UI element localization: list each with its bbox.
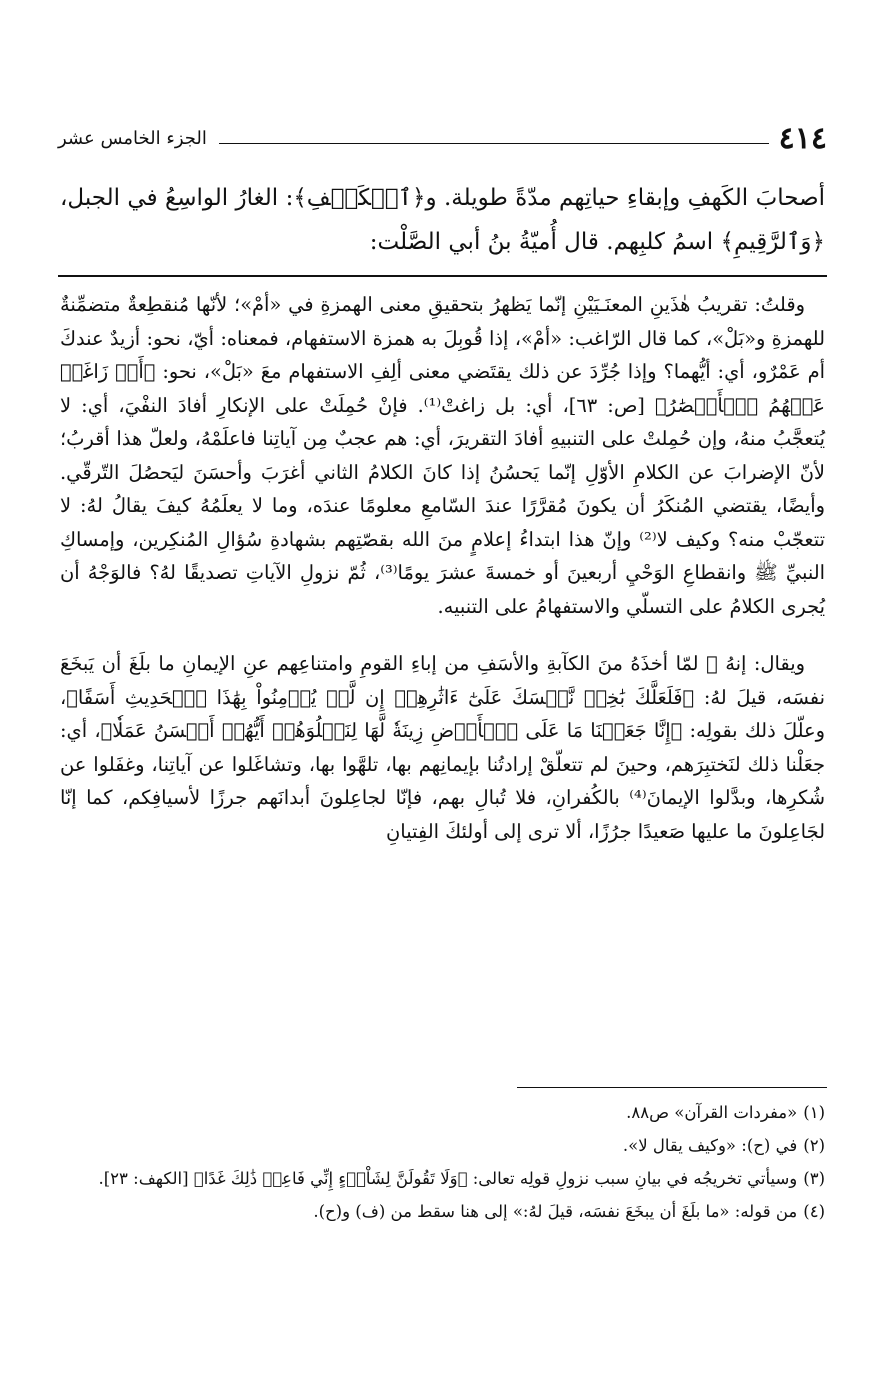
footnote-text: «مفردات القرآن» ص٨٨. bbox=[626, 1103, 798, 1122]
footnote-mark: (١) bbox=[803, 1103, 825, 1122]
header-rule bbox=[219, 143, 769, 144]
paragraph: وقلتُ: تقريبُ هٰذَينِ المعنَـيَيْنِ إنّما يَظهرُ بتحقيقِ معنى الهمزةِ في «أمْ»؛ لأنّها مُنقطِعةٌ متضمِّنةٌ للهمزةِ و«بَلْ»، كما قال الرّاغب: «أمْ»، إذا قُوبِلَ به همزة الاستفهام، فمعناه: أيّ، نحو: أزيدٌ عندكَ أم عَمْرٌو، أي: أيُّهما؟ وإذا جُرِّدَ عن ذلك يقتَضي معنى ألِفِ الاستفهام معَ «بَلْ»، نحو: ﴿أَمۡ زَاغَتۡ عَنۡهُمُ ٱلۡأَبۡصَٰرُ﴾ [ص: ٦٣]، أي: بل زاغتْ⁽¹⁾. فإنْ حُمِلَتْ على الإنكارِ أفادَ النفْيَ، أي: لا يُتعجَّبُ منهُ، وإن حُمِلتْ على التنبيهِ أفادَ التقريرَ، أي: هم عجبٌ مِن آياتِنا فاعلَمْهُ، ولعلّ هذا أقربُ؛ لأنّ الإضرابَ عن الكلامِ الأوّلِ إنّما يَحسُنُ إذا كانَ الكلامُ الثاني أغرَبَ وأحسَنَ ليَحصُلَ التّرقّي. وأيضًا، يقتضي المُنكَرُ أن يكونَ مُقرَّرًا عندَ السّامعِ معلومًا عندَه، وما لا يعلَمُهُ كيفَ يقالُ لهُ: لا تتعجّبْ منه؟ وكيف لا⁽²⁾ وإنّ هذا ابتداءُ إعلامٍ منَ الله بقصّتِهم بشهادةِ سُؤالِ المُنكِرين، وإمساكِ النبيِّ ﷺ وانقطاعِ الوَحْيِ أربعينَ أو خمسةَ عشرَ يومًا⁽³⁾، ثُمّ نزولِ الآياتِ تصديقًا لهُ؟ فالوَجْهُ أن يُجرى الكلامُ على التسلّي والاستفهامُ على التنبيه. bbox=[60, 293, 825, 618]
footnote bbox=[60, 1164, 825, 1194]
lede-text: أصحابَ الكَهفِ وإبقاءِ حياتِهم مدّةً طويلة. و﴿ٱلۡكَهۡفِ﴾: الغارُ الواسِعُ في الجبل، ﴿وَٱلرَّقِيمِ﴾ اسمُ كلبِهم. قال أُميّةُ بنُ أبي الصَّلْت: bbox=[60, 185, 825, 255]
page-number: ٤١٤ bbox=[778, 120, 827, 156]
footnote bbox=[60, 1131, 825, 1161]
footnote-text: في (ح): «وكيف يقال لا». bbox=[622, 1136, 798, 1155]
footnote-mark: (٢) bbox=[803, 1136, 825, 1155]
footnote-mark: (٤) bbox=[803, 1202, 825, 1221]
footnote-mark: (٣) bbox=[803, 1169, 825, 1188]
commentary-body bbox=[60, 288, 825, 848]
lede-divider bbox=[58, 275, 827, 277]
running-head: الجزء الخامس عشر bbox=[58, 127, 207, 149]
paragraph: ويقال: إنهُ ﷺ لمّا أخذَهُ منَ الكآبةِ والأسَفِ من إباءِ القومِ وامتناعِهم عنِ الإيمانِ ما بلَغَ أن يَبخَعَ نفسَه، قيلَ لهُ: ﴿فَلَعَلَّكَ بَٰخِعٞ نَّفۡسَكَ عَلَىٰٓ ءَاثَٰرِهِمۡ إِن لَّمۡ يُؤۡمِنُواْ بِهَٰذَا ٱلۡحَدِيثِ أَسَفًا﴾، وعلّلَ ذلك بقولِه: ﴿إِنَّا جَعَلۡنَا مَا عَلَى ٱلۡأَرۡضِ زِينَةٗ لَّهَا لِنَبۡلُوَهُمۡ أَيُّهُمۡ أَحۡسَنُ عَمَلٗا﴾، أي: جعَلْنا ذلك لنَختبِرَهم، وحينَ لم تتعلّقْ إرادتُنا بإيمانِهم بها، تلهَّوا بها، وتشاغَلوا عن آياتِنا، وغفَلوا عن شُكرِها، وبدَّلوا الإيمانَ⁽⁴⁾ بالكُفرانِ، فلا تُبالِ بهم، فإنّا لجاعِلونَ أبدانَهم جرزًا لأسيافِكم، كما إنّا لجَاعِلونَ ما عليها صَعيدًا جرُزًا، ألا ترى إلى أولئكَ الفِتيانِ bbox=[60, 652, 826, 843]
footnotes bbox=[60, 1098, 825, 1230]
footnote-divider bbox=[517, 1087, 827, 1088]
page-header bbox=[58, 118, 827, 158]
footnote bbox=[60, 1197, 825, 1227]
footnote bbox=[60, 1098, 825, 1128]
footnote-text: من قوله: «ما بلَغَ أن يبخَعَ نفسَه، قيلَ لهُ:» إلى هنا سقط من (ف) و(ح). bbox=[313, 1202, 798, 1221]
footnote-text: وسيأتي تخريجُه في بيانِ سبب نزولِ قولِه تعالى: ﴿وَلَا تَقُولَنَّ لِشَاْيۡءٍ إِنِّي فَاعِلٞ ذَٰلِكَ غَدًا﴾ [الكهف: ٢٣]. bbox=[98, 1169, 798, 1188]
